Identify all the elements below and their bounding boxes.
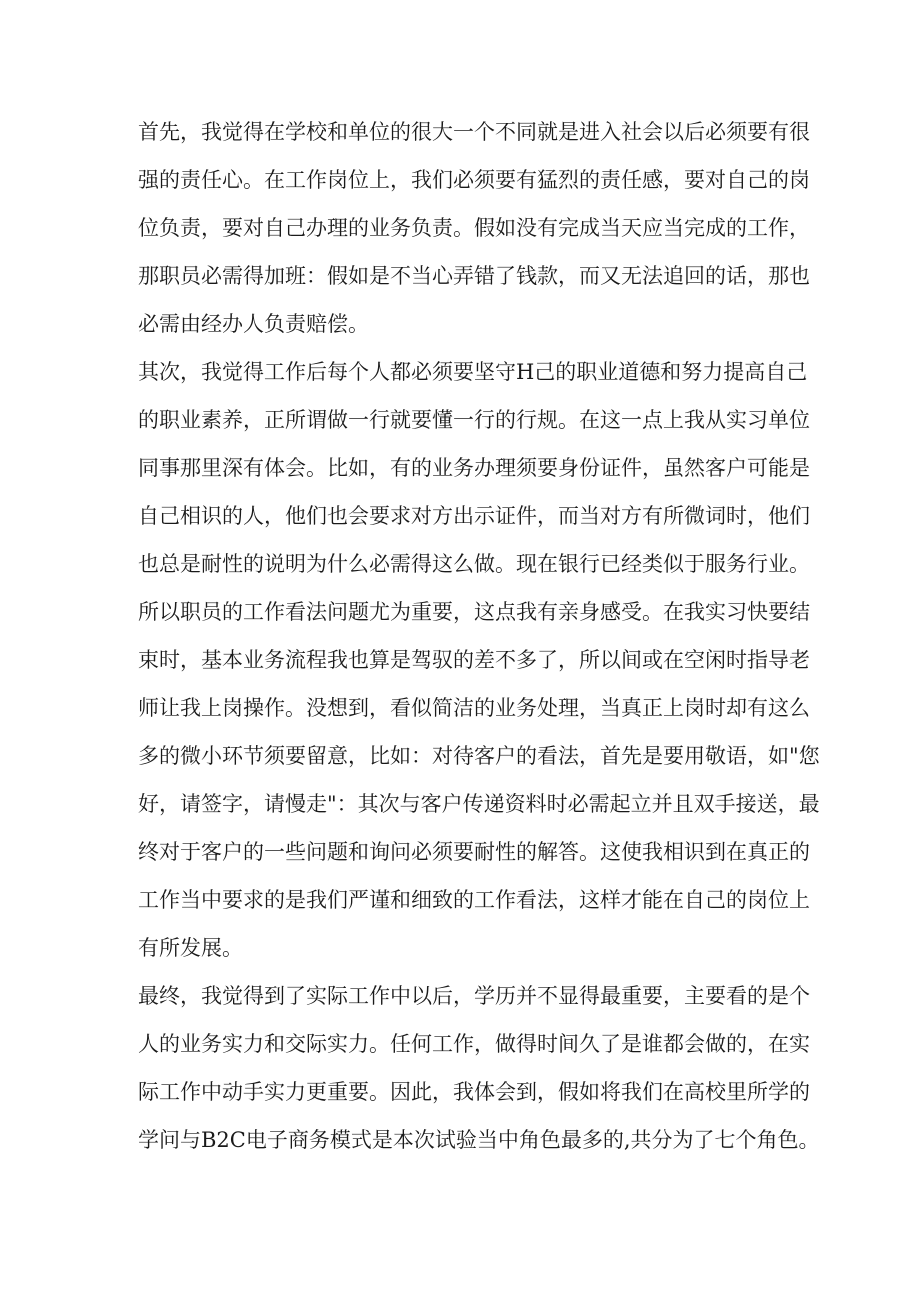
text-line: 工作当中要求的是我们严谨和细致的工作看法，这样才能在自己的岗位上 bbox=[138, 888, 810, 912]
text-line: 最终，我觉得到了实际工作中以后，学历并不显得最重要，主要看的是个 bbox=[138, 984, 810, 1008]
text-line: 好，请签字，请慢走"：其次与客户传递资料时必需起立并且双手接送，最 bbox=[138, 792, 820, 816]
text-line: 学问与B2C电子商务模式是本次试验当中角色最多的,共分为了七个角色。 bbox=[138, 1128, 820, 1152]
text-line: 也总是耐性的说明为什么必需得这么做。现在银行已经类似于服务行业。 bbox=[138, 552, 810, 576]
text-line: 那职员必需得加班：假如是不当心弄错了钱款，而又无法追回的话，那也 bbox=[138, 264, 810, 288]
text-line: 必需由经办人负责赔偿。 bbox=[138, 312, 369, 336]
document-body bbox=[138, 108, 820, 1164]
text-line: 位负责，要对自己办理的业务负责。假如没有完成当天应当完成的工作， bbox=[138, 216, 810, 240]
text-line: 终对于客户的一些问题和询问必须要耐性的解答。这使我相识到在真正的 bbox=[138, 840, 810, 864]
text-line: 师让我上岗操作。没想到，看似简洁的业务处理，当真正上岗时却有这么 bbox=[138, 696, 810, 720]
text-line: 多的微小环节须要留意，比如：对待客户的看法，首先是要用敬语，如"您 bbox=[138, 744, 820, 768]
paragraph-practical-skills bbox=[138, 972, 820, 1164]
paragraph-professional-ethics bbox=[138, 348, 820, 972]
text-line: 有所发展。 bbox=[138, 936, 243, 960]
text-line: 其次，我觉得工作后每个人都必须要坚守H己的职业道德和努力提高自己 bbox=[138, 360, 808, 384]
text-line: 强的责任心。在工作岗位上，我们必须要有猛烈的责任感，要对自己的岗 bbox=[138, 168, 810, 192]
text-line: 自己相识的人，他们也会要求对方出示证件，而当对方有所微词时，他们 bbox=[138, 504, 810, 528]
paragraph-responsibility bbox=[138, 108, 810, 348]
text-line: 际工作中动手实力更重要。因此，我体会到，假如将我们在高校里所学的 bbox=[138, 1080, 810, 1104]
text-line: 同事那里深有体会。比如，有的业务办理须要身份证件，虽然客户可能是 bbox=[138, 456, 810, 480]
text-line: 所以职员的工作看法问题尤为重要，这点我有亲身感受。在我实习快要结 bbox=[138, 600, 810, 624]
text-line: 的职业素养，正所谓做一行就要懂一行的行规。在这一点上我从实习单位 bbox=[138, 408, 810, 432]
text-line: 束时，基本业务流程我也算是驾驭的差不多了，所以间或在空闲时指导老 bbox=[138, 648, 810, 672]
text-line: 人的业务实力和交际实力。任何工作，做得时间久了是谁都会做的，在实 bbox=[138, 1032, 810, 1056]
text-line: 首先，我觉得在学校和单位的很大一个不同就是进入社会以后必须要有很 bbox=[138, 120, 810, 144]
